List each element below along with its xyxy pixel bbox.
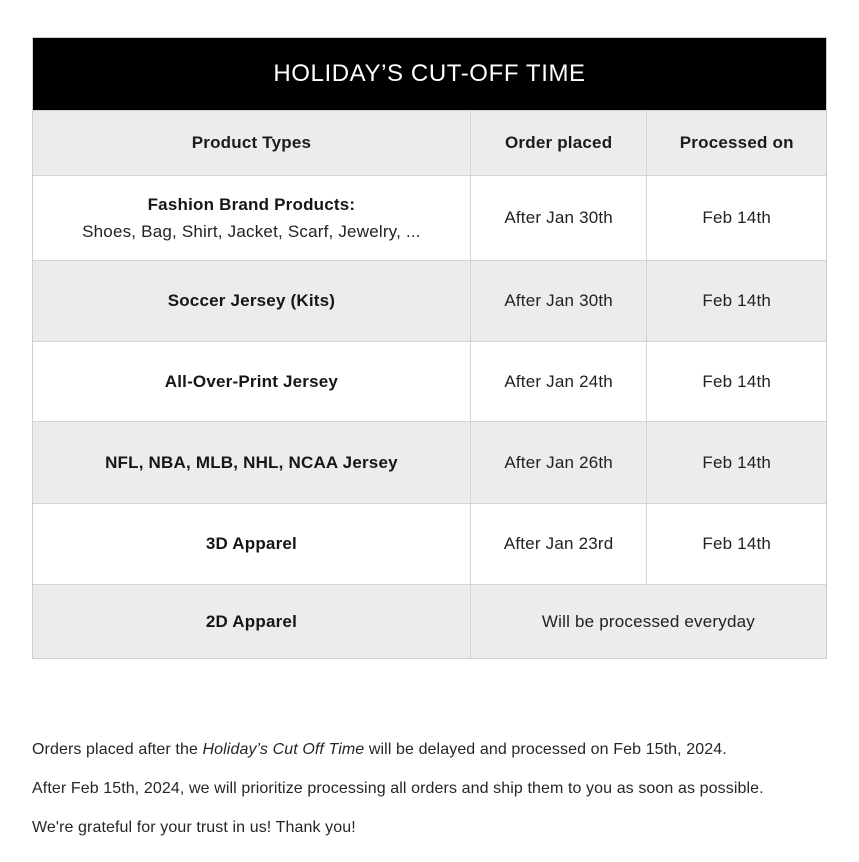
footer-notes xyxy=(32,738,854,855)
product-title: Fashion Brand Products: xyxy=(147,194,356,214)
processed-on-value: Feb 14th xyxy=(702,208,772,227)
product-cell-soccer-jersey xyxy=(33,260,470,341)
product-title: Soccer Jersey (Kits) xyxy=(167,291,336,310)
product-title: 3D Apparel xyxy=(205,534,297,553)
processed-on-cell xyxy=(646,341,826,421)
order-placed-cell xyxy=(470,175,647,260)
note-line-1-suffix: will be delayed and processed on Feb 15th, 2024. xyxy=(364,741,727,758)
order-placed-cell xyxy=(470,421,647,503)
processed-on-cell xyxy=(646,175,826,260)
table-row xyxy=(33,175,826,260)
column-header-product-types xyxy=(33,110,470,175)
merged-note-value: Will be processed everyday xyxy=(541,611,755,631)
table-row xyxy=(33,503,826,584)
table-row xyxy=(33,584,826,658)
note-line-3: We're grateful for your trust in us! Thank you! xyxy=(32,819,356,836)
column-header-label: Processed on xyxy=(679,133,794,152)
product-cell-3d-apparel xyxy=(33,503,470,584)
order-placed-cell xyxy=(470,341,647,421)
product-cell-2d-apparel xyxy=(33,584,470,658)
order-placed-value: After Jan 30th xyxy=(504,291,613,310)
product-title: NFL, NBA, MLB, NHL, NCAA Jersey xyxy=(105,452,398,472)
column-header-label: Order placed xyxy=(505,133,613,152)
column-header-order-placed xyxy=(470,110,647,175)
table-title: HOLIDAY’S CUT-OFF TIME xyxy=(273,60,586,87)
processed-on-value: Feb 14th xyxy=(702,452,772,472)
table-row xyxy=(33,260,826,341)
product-subtitle: Shoes, Bag, Shirt, Jacket, Scarf, Jewelry, ... xyxy=(82,221,421,241)
processed-on-value: Feb 14th xyxy=(702,371,772,391)
merged-note-cell xyxy=(470,584,826,658)
product-cell-all-over-print xyxy=(33,341,470,421)
order-placed-value: After Jan 26th xyxy=(504,452,613,472)
note-line-2: After Feb 15th, 2024, we will prioritize processing all orders and ship them to you as soon as possible. xyxy=(32,780,764,797)
processed-on-cell xyxy=(646,421,826,503)
product-cell-fashion-brand xyxy=(33,175,470,260)
processed-on-cell xyxy=(646,503,826,584)
table-row xyxy=(33,341,826,421)
column-header-label: Product Types xyxy=(191,133,312,152)
processed-on-value: Feb 14th xyxy=(702,291,772,310)
processed-on-value: Feb 14th xyxy=(702,534,772,553)
column-header-processed-on xyxy=(646,110,826,175)
product-title: All-Over-Print Jersey xyxy=(164,371,339,391)
order-placed-value: After Jan 30th xyxy=(504,208,613,227)
note-line-1 xyxy=(32,738,854,762)
order-placed-value: After Jan 23rd xyxy=(503,534,614,553)
processed-on-cell xyxy=(646,260,826,341)
order-placed-cell xyxy=(470,260,647,341)
table-row xyxy=(33,421,826,503)
column-header-row xyxy=(33,110,826,175)
order-placed-cell xyxy=(470,503,647,584)
order-placed-value: After Jan 24th xyxy=(504,371,613,391)
table-title-bar xyxy=(33,38,826,110)
note-line-1-italic: Holiday’s Cut Off Time xyxy=(202,741,365,758)
product-cell-league-jersey xyxy=(33,421,470,503)
product-title: 2D Apparel xyxy=(205,611,297,631)
note-line-1-prefix: Orders placed after the xyxy=(32,741,203,758)
cutoff-table xyxy=(32,37,827,659)
